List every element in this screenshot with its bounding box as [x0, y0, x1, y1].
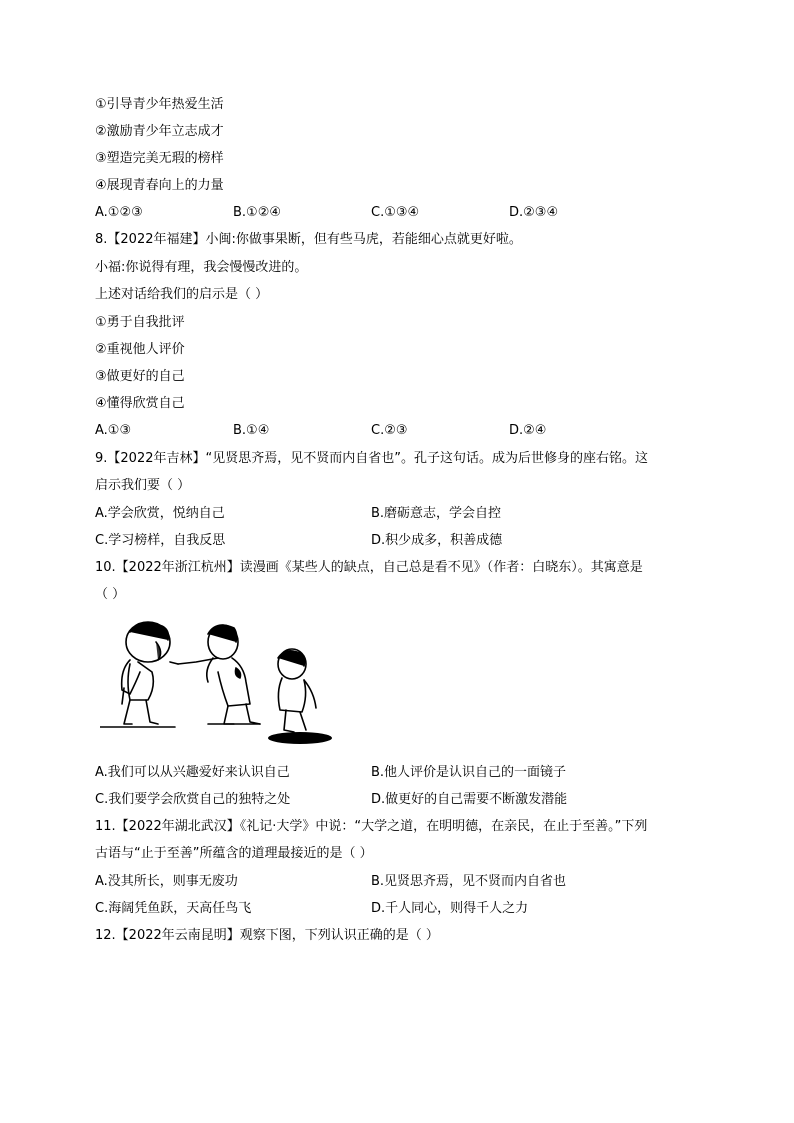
q11-option-a: A.没其所长，则事无废功 [95, 874, 238, 889]
q10-option-a: A.我们可以从兴趣爱好来认识自己 [95, 765, 290, 780]
q9-option-b: B.磨砺意志，学会自控 [371, 506, 502, 521]
q10-option-c: C.我们要学会欣赏自己的独特之处 [95, 792, 291, 807]
q8-stem-line-2: 小福:你说得有理，我会慢慢改进的。 [95, 260, 308, 275]
q8-option-d: D.②④ [509, 423, 547, 438]
q8-option-a: A.①③ [95, 423, 132, 438]
q12-stem-line-1: 12.【2022年云南昆明】观察下图，下列认识正确的是（ ） [95, 928, 439, 943]
q7-item-2: ②激励青少年立志成才 [95, 124, 224, 139]
q11-option-d: D.千人同心，则得千人之力 [371, 901, 529, 916]
q7-item-3: ③塑造完美无瑕的榜样 [95, 151, 224, 166]
q7-option-c: C.①③④ [371, 205, 420, 220]
q10-stem-line-2: （ ） [95, 587, 126, 602]
q9-option-a: A.学会欣赏，悦纳自己 [95, 506, 225, 521]
q9-option-d: D.积少成多，积善成德 [371, 533, 503, 548]
q9-option-c: C.学习榜样，自我反思 [95, 533, 226, 548]
q8-item-2: ②重视他人评价 [95, 342, 185, 357]
q9-stem-line-1: 9.【2022年吉林】“见贤思齐焉，见不贤而内自省也”。孔子这句话。成为后世修身的座右铭。这 [95, 451, 648, 466]
q8-item-4: ④懂得欣赏自己 [95, 396, 185, 411]
q7-option-a: A.①②③ [95, 205, 143, 220]
q11-stem-line-2: 古语与“止于至善”所蕴含的道理最接近的是（ ） [95, 846, 373, 861]
q7-item-1: ①引导青少年热爱生活 [95, 97, 224, 112]
q8-stem-line-1: 8.【2022年福建】小闽:你做事果断，但有些马虎，若能细心点就更好啦。 [95, 232, 522, 247]
q9-stem-line-2: 启示我们要（ ） [95, 478, 191, 493]
cartoon-illustration [100, 612, 335, 752]
q7-option-d: D.②③④ [509, 205, 559, 220]
q10-option-d: D.做更好的自己需要不断激发潜能 [371, 792, 568, 807]
q10-option-b: B.他人评价是认识自己的一面镜子 [371, 765, 567, 780]
q11-option-c: C.海阔凭鱼跃，天高任鸟飞 [95, 901, 252, 916]
q8-option-b: B.①④ [233, 423, 270, 438]
q8-stem-line-3: 上述对话给我们的启示是（ ） [95, 287, 269, 302]
q8-option-c: C.②③ [371, 423, 408, 438]
q7-item-4: ④展现青春向上的力量 [95, 178, 224, 193]
q7-option-b: B.①②④ [233, 205, 282, 220]
q8-item-1: ①勇于自我批评 [95, 315, 185, 330]
q10-stem-line-1: 10.【2022年浙江杭州】读漫画《某些人的缺点，自己总是看不见》（作者：白晓东）。其寓意是 [95, 560, 643, 575]
q11-option-b: B.见贤思齐焉，见不贤而内自省也 [371, 874, 567, 889]
q8-item-3: ③做更好的自己 [95, 369, 185, 384]
q11-stem-line-1: 11.【2022年湖北武汉】《礼记·大学》中说：“大学之道，在明明德，在亲民，在止于至善。”下列 [95, 819, 648, 834]
